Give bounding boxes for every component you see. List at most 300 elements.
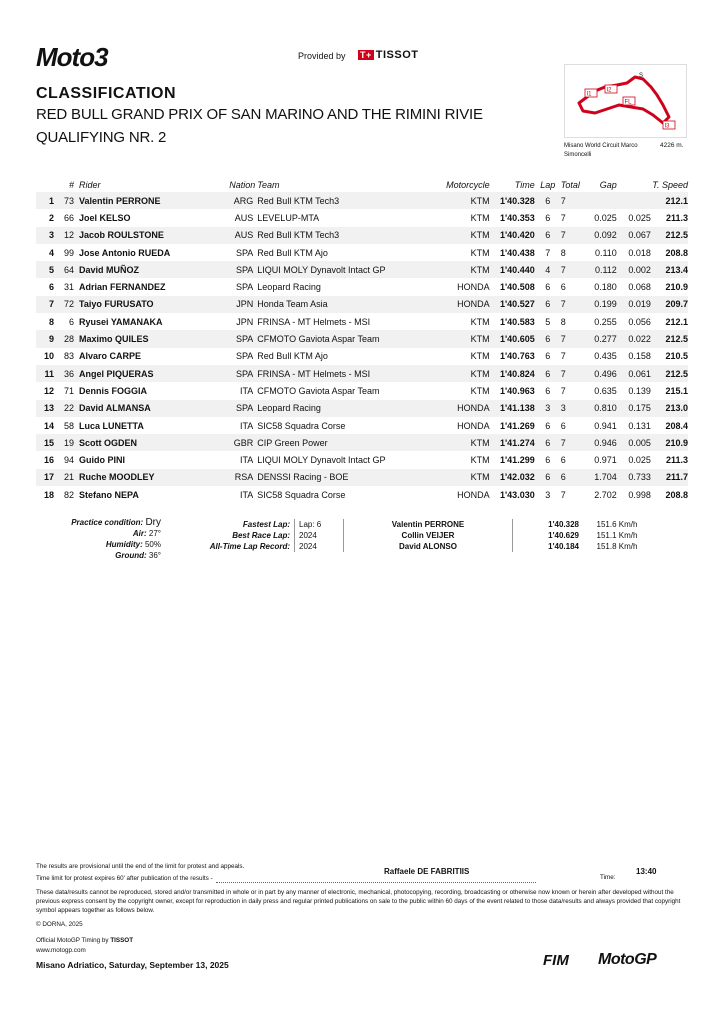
cell-pos: 10 bbox=[44, 351, 55, 362]
cell-time: 1'40.763 bbox=[500, 351, 535, 362]
cell-num: 64 bbox=[54, 261, 74, 278]
cell-num: 82 bbox=[64, 489, 75, 500]
cell-gap1: 0.946 bbox=[577, 434, 617, 451]
cell-team: FRINSA - MT Helmets - MSI bbox=[253, 365, 427, 382]
cell-num: 71 bbox=[64, 385, 75, 396]
cell-pos: 4 bbox=[49, 247, 55, 258]
cell-lap: 6 bbox=[545, 212, 551, 223]
cell-lap: 6 bbox=[535, 469, 561, 486]
cell-total: 6 bbox=[560, 282, 566, 293]
cell-total: 7 bbox=[560, 212, 566, 223]
table-row bbox=[36, 348, 688, 365]
cell-moto: HONDA bbox=[428, 400, 490, 417]
cell-speed: 208.8 bbox=[665, 247, 688, 258]
cell-lap: 6 bbox=[545, 455, 551, 466]
cell-gap1: 0.199 bbox=[577, 296, 617, 313]
cell-time: 1'40.440 bbox=[490, 261, 535, 278]
cell-num: 99 bbox=[64, 247, 75, 258]
lap-record-row bbox=[200, 519, 651, 530]
provisional-note: The results are provisional until the end of the limit for protest and appeals. bbox=[36, 863, 245, 870]
cell-time: 1'41.299 bbox=[500, 455, 535, 466]
col-speed: T. Speed bbox=[652, 180, 688, 190]
cell-lap: 6 bbox=[545, 385, 551, 396]
sector-i1-label: I1 bbox=[586, 91, 592, 98]
cell-nation: SPA bbox=[229, 400, 253, 417]
cell-gap1: 0.110 bbox=[594, 247, 617, 258]
cell-pos: 18 bbox=[44, 489, 55, 500]
cell-time: 1'40.438 bbox=[500, 247, 535, 258]
cell-speed: 210.5 bbox=[665, 351, 688, 362]
cell-gap2: 0.067 bbox=[617, 227, 651, 244]
cell-moto: KTM bbox=[470, 385, 490, 396]
time-value: 13:40 bbox=[636, 867, 657, 876]
cell-pos: 1 bbox=[36, 192, 54, 209]
cell-pos: 15 bbox=[36, 434, 54, 451]
table-row bbox=[36, 261, 688, 278]
track-map bbox=[564, 64, 687, 138]
cell-rider: Joel KELSO bbox=[79, 212, 131, 223]
lap-speed: 151.8 Km/h bbox=[596, 542, 638, 551]
cell-time: 1'41.138 bbox=[490, 400, 535, 417]
cell-pos: 7 bbox=[36, 296, 54, 313]
table-row bbox=[36, 296, 688, 313]
cell-num: 28 bbox=[54, 330, 74, 347]
cell-team: DENSSI Racing - BOE bbox=[253, 469, 427, 486]
cell-time: 1'40.605 bbox=[490, 330, 535, 347]
cell-speed: 212.1 bbox=[651, 192, 688, 209]
lap-label: Fastest Lap: bbox=[242, 520, 290, 529]
cell-speed: 215.1 bbox=[665, 385, 688, 396]
cell-nation: SPA bbox=[235, 351, 254, 362]
table-row bbox=[36, 244, 688, 261]
cell-moto: KTM bbox=[428, 469, 490, 486]
tissot-logo bbox=[358, 49, 419, 61]
cell-pos: 3 bbox=[36, 227, 54, 244]
cell-num: 73 bbox=[54, 192, 74, 209]
cell-nation: ITA bbox=[239, 455, 254, 466]
cell-total: 7 bbox=[561, 261, 577, 278]
cell-rider: David ALMANSA bbox=[74, 400, 229, 417]
cell-team: Red Bull KTM Ajo bbox=[257, 351, 328, 362]
cell-time: 1'42.032 bbox=[490, 469, 535, 486]
session-name: QUALIFYING NR. 2 bbox=[36, 129, 167, 146]
lap-records-table bbox=[200, 519, 651, 552]
cell-num: 36 bbox=[54, 365, 74, 382]
cell-nation: SPA bbox=[235, 247, 254, 258]
cell-num: 94 bbox=[64, 455, 75, 466]
cell-speed: 208.8 bbox=[665, 489, 688, 500]
cell-gap2: 0.068 bbox=[628, 282, 651, 293]
fim-logo: FIM bbox=[543, 952, 569, 969]
cell-speed: 212.5 bbox=[651, 330, 688, 347]
table-row bbox=[36, 209, 688, 226]
col-motorcycle: Motorcycle bbox=[446, 180, 490, 190]
classification-table bbox=[36, 178, 688, 503]
sector-i2-label: I2 bbox=[606, 87, 612, 94]
cell-total: 7 bbox=[561, 192, 577, 209]
table-row bbox=[36, 434, 688, 451]
cell-nation: SPA bbox=[229, 261, 253, 278]
table-row bbox=[36, 227, 688, 244]
cell-team: SIC58 Squadra Corse bbox=[257, 420, 346, 431]
cell-lap: 6 bbox=[535, 192, 561, 209]
cell-gap2: 0.998 bbox=[628, 489, 651, 500]
cell-lap: 7 bbox=[545, 247, 551, 258]
cell-pos: 14 bbox=[44, 420, 55, 431]
cell-team: CFMOTO Gaviota Aspar Team bbox=[253, 330, 427, 347]
cell-time: 1'40.353 bbox=[500, 212, 535, 223]
cell-total: 8 bbox=[560, 247, 566, 258]
cell-total: 8 bbox=[560, 316, 566, 327]
cell-time: 1'41.269 bbox=[500, 420, 535, 431]
tissot-cross-icon: T+ bbox=[360, 50, 372, 60]
cell-moto: KTM bbox=[428, 434, 490, 451]
cell-team: FRINSA - MT Helmets - MSI bbox=[257, 316, 371, 327]
cell-rider: Dennis FOGGIA bbox=[79, 385, 148, 396]
cell-total: 7 bbox=[561, 296, 577, 313]
table-row bbox=[36, 451, 688, 468]
cell-time: 1'40.963 bbox=[500, 385, 535, 396]
sector-i3-label: I3 bbox=[664, 123, 670, 130]
cell-speed: 213.0 bbox=[651, 400, 688, 417]
cell-gap1 bbox=[577, 192, 617, 209]
cell-gap1: 0.025 bbox=[594, 212, 617, 223]
table-header bbox=[36, 178, 688, 192]
cell-gap1: 0.435 bbox=[594, 351, 617, 362]
ground-label: Ground: bbox=[115, 551, 147, 560]
cell-gap2: 0.018 bbox=[628, 247, 651, 258]
cell-lap: 6 bbox=[545, 282, 551, 293]
cell-total: 6 bbox=[560, 420, 566, 431]
cell-team: LIQUI MOLY Dynavolt Intact GP bbox=[257, 455, 386, 466]
cell-nation: JPN bbox=[236, 316, 254, 327]
cell-speed: 211.3 bbox=[665, 212, 688, 223]
cell-num: 58 bbox=[64, 420, 75, 431]
cell-team: SIC58 Squadra Corse bbox=[257, 489, 346, 500]
ground-value: 36° bbox=[148, 551, 161, 560]
cell-num: 6 bbox=[69, 316, 75, 327]
cell-lap: 3 bbox=[535, 400, 561, 417]
motogp-logo: MotoGP bbox=[598, 951, 657, 968]
lap-speed: 151.6 Km/h bbox=[596, 520, 638, 529]
cell-rider: Adrian FERNANDEZ bbox=[79, 282, 166, 293]
cell-nation: ITA bbox=[239, 385, 254, 396]
cell-gap2 bbox=[617, 192, 651, 209]
cell-gap2: 0.019 bbox=[617, 296, 651, 313]
col-rider: Rider bbox=[79, 180, 101, 190]
table-row bbox=[36, 400, 688, 417]
tissot-wordmark: TISSOT bbox=[375, 49, 419, 61]
sector-fl-label: FL bbox=[624, 99, 632, 106]
lap-time: 1'40.184 bbox=[513, 541, 584, 552]
col-team: Team bbox=[257, 180, 280, 190]
lap-speed: 151.1 Km/h bbox=[596, 531, 638, 540]
cell-rider: Maximo QUILES bbox=[74, 330, 229, 347]
cell-total: 6 bbox=[561, 469, 577, 486]
cell-moto: HONDA bbox=[428, 296, 490, 313]
cell-gap1: 0.277 bbox=[577, 330, 617, 347]
cell-moto: KTM bbox=[428, 365, 490, 382]
cell-pos: 2 bbox=[49, 212, 55, 223]
copyright-notice: These data/results cannot be reproduced, stored and/or transmitted in whole or in part by any manner of electronic, mechanical, photocopying, recording, broadcasting or otherwise now known or herein after developed without the previous express consent by the copyright owner, except for reproduction in daily press and regular printed publications on sale to the public within 60 days of the event related to those data/results and always provided that copyright symbol appears together as follows below. bbox=[36, 889, 681, 914]
table-row bbox=[36, 365, 688, 382]
cell-num: 22 bbox=[54, 400, 74, 417]
cell-total: 7 bbox=[561, 434, 577, 451]
cell-rider: David MUÑOZ bbox=[74, 261, 229, 278]
lap-time: 1'40.328 bbox=[513, 519, 584, 530]
lap-rider: Valentin PERRONE bbox=[344, 519, 513, 530]
cell-pos: 6 bbox=[49, 282, 55, 293]
lap-record-row bbox=[200, 530, 651, 541]
table-row bbox=[36, 278, 688, 295]
lap-time: 1'40.629 bbox=[513, 530, 584, 541]
lap-label: Best Race Lap: bbox=[232, 531, 290, 540]
cell-lap: 6 bbox=[535, 434, 561, 451]
cell-total: 3 bbox=[561, 400, 577, 417]
cell-gap1: 0.971 bbox=[594, 455, 617, 466]
cell-moto: KTM bbox=[428, 261, 490, 278]
air-value: 27° bbox=[148, 529, 161, 538]
cell-time: 1'43.030 bbox=[500, 489, 535, 500]
col-total: Total bbox=[560, 180, 580, 190]
cell-rider: Stefano NEPA bbox=[79, 489, 139, 500]
cell-rider: Valentin PERRONE bbox=[74, 192, 229, 209]
cell-gap2: 0.025 bbox=[628, 212, 651, 223]
cell-rider: Angel PIQUERAS bbox=[74, 365, 229, 382]
conditions bbox=[36, 517, 161, 561]
cell-pos: 8 bbox=[49, 316, 55, 327]
lap-rider: David ALONSO bbox=[344, 541, 513, 552]
cell-moto: KTM bbox=[470, 212, 490, 223]
cell-pos: 11 bbox=[36, 365, 54, 382]
cell-moto: KTM bbox=[470, 455, 490, 466]
cell-lap: 6 bbox=[535, 330, 561, 347]
cell-total: 6 bbox=[560, 455, 566, 466]
table-row bbox=[36, 469, 688, 486]
cell-team: Honda Team Asia bbox=[253, 296, 427, 313]
time-label: Time: bbox=[600, 874, 616, 881]
cell-team: LEVELUP-MTA bbox=[257, 212, 320, 223]
cell-time: 1'40.824 bbox=[490, 365, 535, 382]
cell-gap2: 0.131 bbox=[628, 420, 651, 431]
cell-lap: 6 bbox=[535, 365, 561, 382]
cell-lap: 6 bbox=[545, 420, 551, 431]
cell-total: 7 bbox=[560, 385, 566, 396]
cell-speed: 208.4 bbox=[665, 420, 688, 431]
website-link[interactable]: www.motogp.com bbox=[36, 947, 86, 954]
cell-team: Red Bull KTM Ajo bbox=[257, 247, 328, 258]
provided-by-label: Provided by bbox=[298, 51, 346, 61]
cell-gap1: 0.635 bbox=[594, 385, 617, 396]
cell-speed: 212.5 bbox=[651, 227, 688, 244]
cell-moto: KTM bbox=[428, 330, 490, 347]
cell-pos: 16 bbox=[44, 455, 55, 466]
protest-text: Time limit for protest expires 60' after publication of the results - bbox=[36, 875, 213, 882]
place-date: Misano Adriatico, Saturday, September 13, 2025 bbox=[36, 960, 229, 970]
col-nation: Nation bbox=[229, 180, 256, 190]
cell-speed: 212.1 bbox=[665, 316, 688, 327]
cell-gap2: 0.175 bbox=[617, 400, 651, 417]
cell-nation: ITA bbox=[239, 489, 254, 500]
timing-brand: TISSOT bbox=[110, 937, 134, 944]
cell-rider: Alvaro CARPE bbox=[79, 351, 142, 362]
cell-gap1: 0.941 bbox=[594, 420, 617, 431]
humidity-value: 50% bbox=[144, 540, 161, 549]
lap-rider: Collin VEIJER bbox=[344, 530, 513, 541]
cell-speed: 210.9 bbox=[651, 434, 688, 451]
cell-gap1: 2.702 bbox=[594, 489, 617, 500]
practice-condition-label: Practice condition: bbox=[71, 518, 144, 527]
cell-gap2: 0.158 bbox=[628, 351, 651, 362]
cell-rider: Jose Antonio RUEDA bbox=[79, 247, 171, 258]
cell-nation: SPA bbox=[235, 282, 254, 293]
cell-moto: HONDA bbox=[457, 489, 490, 500]
cell-moto: HONDA bbox=[457, 282, 490, 293]
cell-time: 1'41.274 bbox=[490, 434, 535, 451]
cell-moto: KTM bbox=[428, 192, 490, 209]
cell-num: 12 bbox=[54, 227, 74, 244]
cell-num: 31 bbox=[64, 282, 75, 293]
cell-rider: Ryusei YAMANAKA bbox=[79, 316, 163, 327]
air-label: Air: bbox=[132, 529, 147, 538]
cell-gap1: 0.092 bbox=[577, 227, 617, 244]
cell-nation: RSA bbox=[229, 469, 253, 486]
lap-year: 2024 bbox=[295, 541, 344, 552]
cell-nation: SPA bbox=[229, 365, 253, 382]
cell-num: 72 bbox=[54, 296, 74, 313]
protest-note bbox=[36, 874, 686, 883]
cell-num: 83 bbox=[64, 351, 75, 362]
cell-gap1: 0.810 bbox=[577, 400, 617, 417]
col-number: # bbox=[69, 180, 75, 190]
table-row bbox=[36, 192, 688, 209]
cell-nation: ARG bbox=[229, 192, 253, 209]
cell-speed: 210.9 bbox=[665, 282, 688, 293]
timing-text: Official MotoGP Timing by bbox=[36, 937, 109, 944]
cell-total: 7 bbox=[560, 489, 566, 500]
cell-gap1: 1.704 bbox=[577, 469, 617, 486]
practice-condition-value: Dry bbox=[145, 517, 161, 528]
table-row bbox=[36, 313, 688, 330]
cell-nation: GBR bbox=[229, 434, 253, 451]
cell-team: Leopard Racing bbox=[257, 282, 321, 293]
cell-speed: 211.7 bbox=[651, 469, 688, 486]
cell-speed: 212.5 bbox=[651, 365, 688, 382]
cell-rider: Luca LUNETTA bbox=[79, 420, 144, 431]
cell-gap2: 0.139 bbox=[628, 385, 651, 396]
cell-gap1: 0.180 bbox=[594, 282, 617, 293]
moto3-logo: Moto3 bbox=[36, 42, 108, 72]
col-lap: Lap bbox=[540, 180, 556, 190]
signer-name: Raffaele DE FABRITIIS bbox=[384, 867, 470, 876]
cell-total: 7 bbox=[561, 330, 577, 347]
cell-lap: 6 bbox=[535, 296, 561, 313]
cell-time: 1'40.328 bbox=[490, 192, 535, 209]
humidity-label: Humidity: bbox=[105, 540, 143, 549]
track-length: 4226 m. bbox=[660, 142, 684, 149]
cell-gap2: 0.733 bbox=[617, 469, 651, 486]
table-row bbox=[36, 417, 688, 434]
cell-team: Red Bull KTM Tech3 bbox=[253, 192, 427, 209]
cell-gap1: 0.112 bbox=[577, 261, 617, 278]
cell-rider: Taiyo FURUSATO bbox=[74, 296, 229, 313]
cell-moto: KTM bbox=[428, 227, 490, 244]
circuit-name: Misano World Circuit Marco Simoncelli bbox=[564, 143, 638, 158]
cell-nation: AUS bbox=[234, 212, 254, 223]
cell-team: CIP Green Power bbox=[253, 434, 427, 451]
cell-lap: 6 bbox=[545, 351, 551, 362]
cell-num: 19 bbox=[54, 434, 74, 451]
cell-speed: 209.7 bbox=[651, 296, 688, 313]
cell-rider: Scott OGDEN bbox=[74, 434, 229, 451]
cell-moto: KTM bbox=[470, 247, 490, 258]
cell-lap: 3 bbox=[545, 489, 551, 500]
cell-lap: 4 bbox=[535, 261, 561, 278]
cell-total: 7 bbox=[561, 227, 577, 244]
cell-gap1: 0.496 bbox=[577, 365, 617, 382]
cell-time: 1'40.527 bbox=[490, 296, 535, 313]
lap-label: All-Time Lap Record: bbox=[209, 542, 290, 551]
event-name: RED BULL GRAND PRIX OF SAN MARINO AND THE RIMINI RIVIE bbox=[36, 106, 483, 123]
cell-gap1: 0.255 bbox=[594, 316, 617, 327]
cell-gap2: 0.061 bbox=[617, 365, 651, 382]
cell-gap2: 0.025 bbox=[628, 455, 651, 466]
cell-num: 21 bbox=[54, 469, 74, 486]
cell-team: CFMOTO Gaviota Aspar Team bbox=[257, 385, 380, 396]
cell-moto: HONDA bbox=[457, 420, 490, 431]
cell-nation: ITA bbox=[239, 420, 254, 431]
lap-year: 2024 bbox=[295, 530, 344, 541]
cell-lap: 5 bbox=[545, 316, 551, 327]
cell-nation: JPN bbox=[229, 296, 253, 313]
cell-rider: Jacob ROULSTONE bbox=[74, 227, 229, 244]
cell-team: LIQUI MOLY Dynavolt Intact GP bbox=[253, 261, 427, 278]
cell-gap2: 0.005 bbox=[617, 434, 651, 451]
cell-total: 7 bbox=[560, 351, 566, 362]
cell-pos: 13 bbox=[36, 400, 54, 417]
cell-pos: 5 bbox=[36, 261, 54, 278]
cell-team: Red Bull KTM Tech3 bbox=[253, 227, 427, 244]
cell-lap: 6 bbox=[535, 227, 561, 244]
cell-speed: 211.3 bbox=[665, 455, 688, 466]
table-row bbox=[36, 382, 688, 399]
table-row bbox=[36, 486, 688, 503]
cell-moto: KTM bbox=[470, 351, 490, 362]
cell-time: 1'40.583 bbox=[500, 316, 535, 327]
copyright-dorna: © DORNA, 2025 bbox=[36, 921, 83, 928]
cell-moto: KTM bbox=[470, 316, 490, 327]
col-time: Time bbox=[514, 180, 535, 190]
cell-pos: 17 bbox=[36, 469, 54, 486]
cell-pos: 12 bbox=[44, 385, 55, 396]
cell-gap2: 0.002 bbox=[617, 261, 651, 278]
col-gap: Gap bbox=[599, 180, 617, 190]
lap-record-row bbox=[200, 541, 651, 552]
track-map-icon bbox=[565, 65, 686, 137]
table-row bbox=[36, 330, 688, 347]
cell-total: 7 bbox=[561, 365, 577, 382]
page-title: CLASSIFICATION bbox=[36, 85, 177, 102]
cell-gap2: 0.022 bbox=[617, 330, 651, 347]
cell-num: 66 bbox=[64, 212, 75, 223]
cell-time: 1'40.508 bbox=[500, 282, 535, 293]
start-label: S bbox=[639, 73, 644, 79]
cell-rider: Guido PINI bbox=[79, 455, 126, 466]
cell-nation: SPA bbox=[229, 330, 253, 347]
lap-year: Lap: 6 bbox=[295, 519, 344, 530]
cell-speed: 213.4 bbox=[651, 261, 688, 278]
cell-team: Leopard Racing bbox=[253, 400, 427, 417]
